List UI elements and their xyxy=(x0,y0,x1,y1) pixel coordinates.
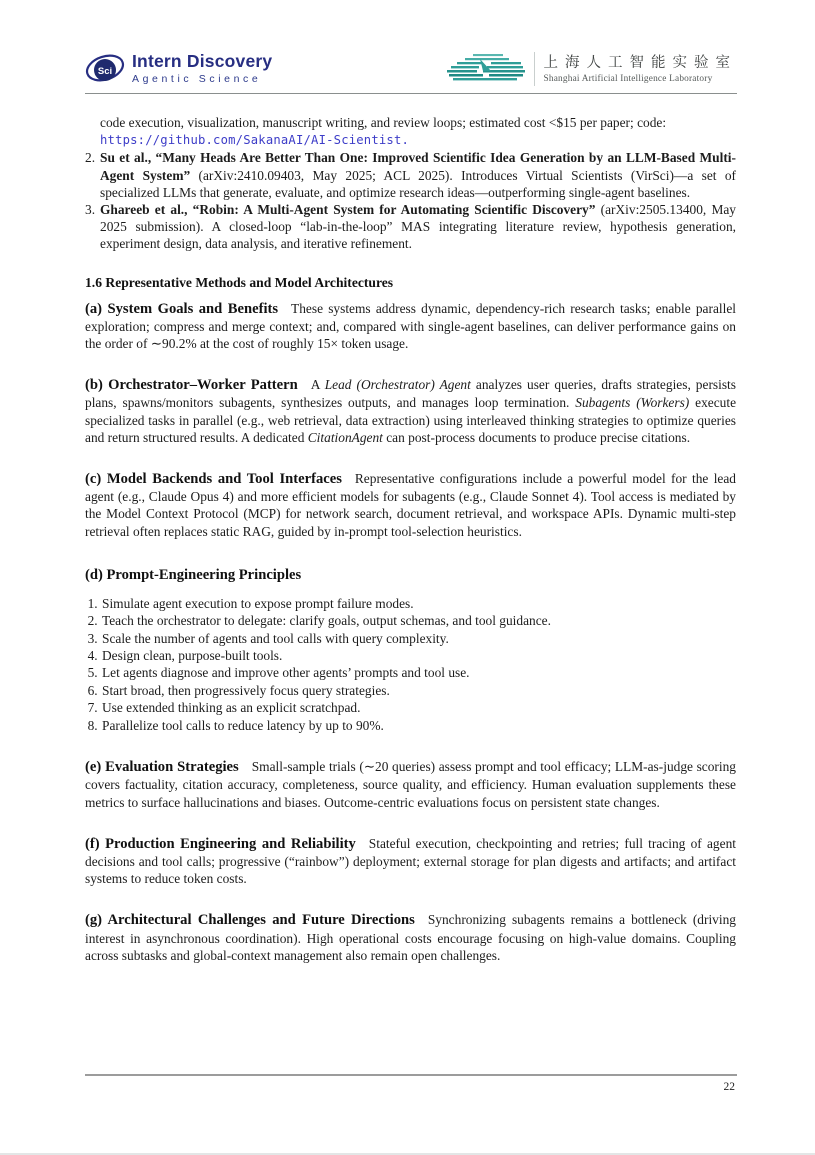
intern-discovery-logo xyxy=(85,49,272,89)
subsection-g-title: (g) Architectural Challenges and Future Directions xyxy=(85,912,415,929)
principle-item: 1. Simulate agent execution to expose prompt failure modes. xyxy=(101,595,736,612)
subsection-e-title: (e) Evaluation Strategies xyxy=(85,759,239,776)
reference-title: Su et al., “Many Heads Are Better Than One: Improved Scientific Idea Generation by an LLM-Based Multi-Agent System” xyxy=(100,150,736,183)
footer-rule xyxy=(85,1074,737,1076)
subsection-a-title: (a) System Goals and Benefits xyxy=(85,300,279,317)
subsection-b-body: A Lead (Orchestrator) Agent analyzes user queries, drafts strategies, persists plans, spawns/monitors subagents, synthesizes outputs, and manages loop termination. Subagents (Workers) execute specialized tasks in parallel (e.g., web retrieval, data extraction) using interleaved thinking strategies to optimize queries and return structured results. A dedicated CitationAgent can post-process documents to produce precise citations. xyxy=(85,377,737,445)
subsection-b-title: (b) Orchestrator–Worker Pattern xyxy=(85,377,298,394)
sci-orbit-icon xyxy=(85,49,125,89)
prompt-principles-list xyxy=(85,595,736,734)
lab-name-chinese: 上海人工智能实验室 xyxy=(543,54,737,71)
page-header xyxy=(85,46,737,92)
reference-text: (arXiv:2505.13400, May 2025 submission). A closed-loop “lab-in-the-loop” MAS integrating literature review, hypothesis generation, experiment design, data analysis, and iterative refinement. xyxy=(100,202,736,252)
reference-item-3 xyxy=(85,201,736,253)
svg-text:Sci: Sci xyxy=(97,66,113,77)
principle-item: 7. Use extended thinking as an explicit scratchpad. xyxy=(101,699,736,716)
lab-stripes-icon xyxy=(447,53,525,85)
section-heading-1-6: 1.6 Representative Methods and Model Architectures xyxy=(85,274,394,290)
subsection-a-body: These systems address dynamic, dependency-rich research tasks; enable parallel exploration; compress and merge context; and, compared with single-agent baselines, can deliver performance gains on the order of ∼90.2% at the cost of roughly 15× token usage. xyxy=(85,300,736,352)
subsection-c-body: Representative configurations include a powerful model for the lead agent (e.g., Claude Opus 4) and more efficient models for subagents (e.g., Claude Sonnet 4). Tool access is mediated by the Model Context Protocol (MCP) for network search, document retrieval, and workspace APIs. Dynamic multi-step retrieval often replaces static RAG, guided by in-prompt tool-selection heuristics. xyxy=(85,471,736,539)
subsection-c xyxy=(85,470,736,540)
principle-item: 4. Design clean, purpose-built tools. xyxy=(101,647,736,664)
subsection-f xyxy=(85,835,736,888)
principle-item: 3. Scale the number of agents and tool calls with query complexity. xyxy=(101,630,736,647)
reference-text: (arXiv:2410.09403, May 2025; ACL 2025). Introduces Virtual Scientists (VirSci)—a set of specialized LLMs that generate, evaluate, and optimize research ideas—outperforming single-agent baselines. xyxy=(100,167,736,200)
principle-item: 6. Start broad, then progressively focus query strategies. xyxy=(101,682,736,699)
subsection-g xyxy=(85,911,736,964)
brand-name: Intern Discovery xyxy=(132,51,273,71)
github-link[interactable]: https://github.com/SakanaAI/AI-Scientist. xyxy=(100,133,410,148)
brand-tagline: Agentic Science xyxy=(132,73,262,85)
principle-item: 5. Let agents diagnose and improve other agents’ prompts and tool use. xyxy=(101,664,736,681)
reference-text: code execution, visualization, manuscript writing, and review loops; estimated cost <$15 per paper; code: xyxy=(100,115,667,130)
subsection-c-title: (c) Model Backends and Tool Interfaces xyxy=(85,471,342,488)
subsection-e-body: Small-sample trials (∼20 queries) assess prompt and tool efficacy; LLM-as-judge scoring covers factuality, citation accuracy, completeness, source quality, and efficiency. Human evaluation supplements these metrics to surface hallucinations and biases. Outcome-centric evaluations focus on persistent state changes. xyxy=(85,759,736,810)
reference-item-1-continuation xyxy=(85,114,736,149)
reference-number: 2. xyxy=(85,150,96,166)
page-number: 22 xyxy=(723,1081,735,1093)
subsection-e xyxy=(85,758,736,811)
lab-name-english: Shanghai Artificial Intelligence Laboratory xyxy=(543,73,713,84)
subsection-f-body: Stateful execution, checkpointing and retries; full tracing of agent decisions and tool calls; progressive (“rainbow”) deployment; external storage for plan digests and artifacts; and artifact systems to reduce token costs. xyxy=(85,835,736,887)
principle-item: 2. Teach the orchestrator to delegate: clarify goals, output schemas, and tool guidance. xyxy=(101,612,736,629)
shanghai-ai-lab-logo xyxy=(447,52,738,86)
header-rule xyxy=(85,93,737,94)
principle-item: 8. Parallelize tool calls to reduce latency by up to 90%. xyxy=(101,717,736,734)
subsection-f-title: (f) Production Engineering and Reliability xyxy=(85,835,356,852)
reference-item-2 xyxy=(85,149,736,201)
subsection-g-body: Synchronizing subagents remains a bottleneck (driving interest in asynchronous coordination). High operational costs encourage focusing on high-value domains. Coupling across subtasks and global-context management also remain open challenges. xyxy=(85,912,736,963)
document-body xyxy=(85,114,736,964)
reference-title: Ghareeb et al., “Robin: A Multi-Agent System for Automating Scientific Discovery” xyxy=(100,202,596,218)
subsection-d-title: (d) Prompt-Engineering Principles xyxy=(85,566,302,583)
subsection-a xyxy=(85,300,736,353)
reference-number: 3. xyxy=(85,202,96,218)
subsection-b xyxy=(85,376,736,446)
logo-divider xyxy=(534,52,535,86)
